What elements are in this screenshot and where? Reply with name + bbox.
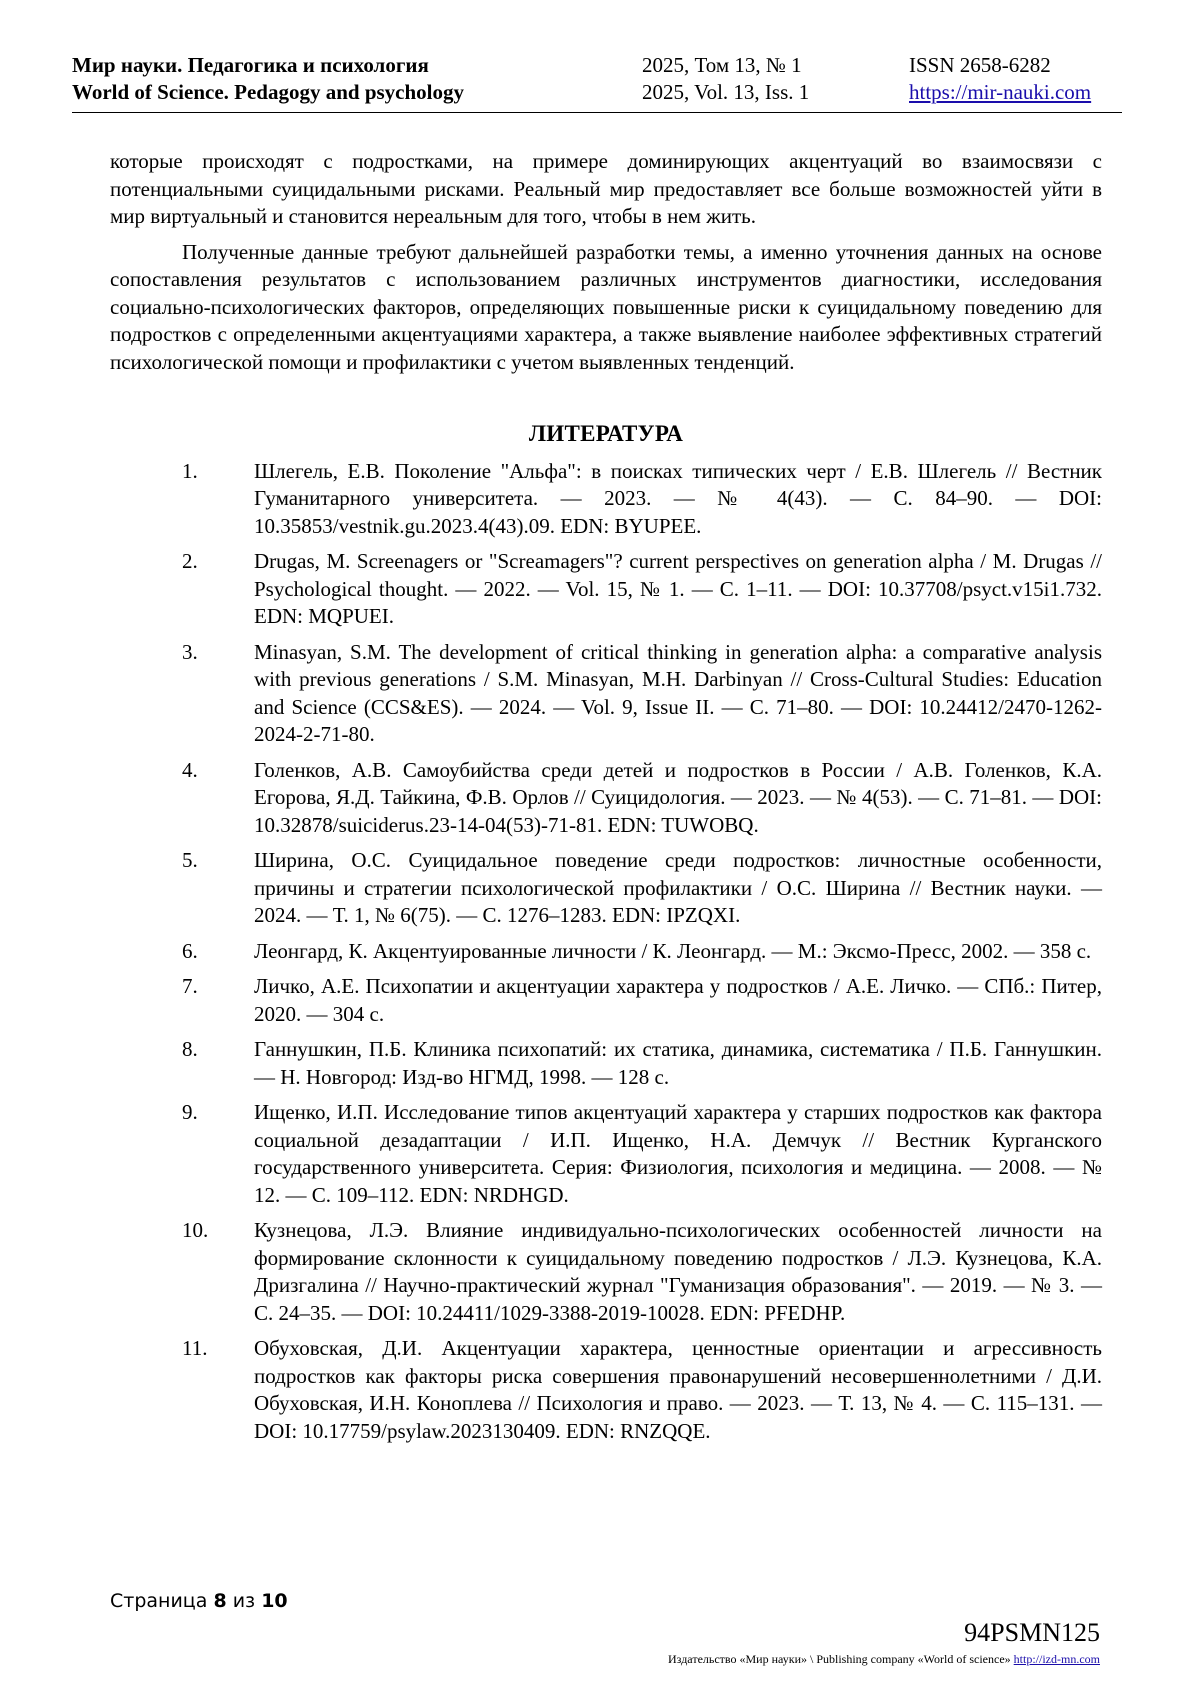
- reference-number: 2.: [182, 549, 198, 573]
- reference-item: [110, 458, 1102, 541]
- reference-text: Голенков, А.В. Самоубийства среди детей и подростков в России / А.В. Голенков, К.А. Егорова, Я.Д. Тайкина, Ф.В. Орлов // Суицидология. — 2023. — № 4(53). — С. 71–81. — DOI: 10.32878/suiciderus.23-14-04(53)-71-81. EDN: TUWOBQ.: [254, 757, 1102, 837]
- reference-number: 10.: [182, 1218, 209, 1242]
- reference-number: 4.: [182, 757, 198, 782]
- publisher-line: [668, 1652, 1100, 1667]
- reference-item: [110, 973, 1102, 1028]
- reference-item: [110, 757, 1102, 840]
- page-current: 8: [213, 1590, 227, 1612]
- reference-item: [110, 1036, 1102, 1091]
- page-header: [72, 52, 1122, 113]
- reference-item: [110, 847, 1102, 930]
- literature-heading: ЛИТЕРАТУРА: [528, 421, 684, 446]
- reference-text: Ганнушкин, П.Б. Клиника психопатий: их статика, динамика, систематика / П.Б. Ганнушкин. — Н. Новгород: Изд-во НГМД, 1998. — 128 с.: [254, 1037, 1102, 1089]
- issn: ISSN 2658-6282: [909, 53, 1051, 77]
- journal-title-ru: Мир науки. Педагогика и психология: [72, 53, 429, 77]
- page-number: Страница 8 из 10: [110, 1590, 288, 1612]
- body-paragraph-1: которые происходят с подростками, на примере доминирующих акцентуаций во взаимосвязи с потенциальными суицидальными рисками. Реальный мир предоставляет все больше возможностей уйти в мир виртуальный и становится нереальным для того, чтобы в нем жить.: [110, 149, 1102, 228]
- reference-text: Обуховская, Д.И. Акцентуации характера, ценностные ориентации и агрессивность подростков как факторы риска совершения правонарушений несовершеннолетними / Д.И. Обуховская, И.Н. Коноплева // Психология и право. — 2023. — Т. 13, № 4. — С. 115–131. — DOI: 10.17759/psylaw.2023130409. EDN: RNZQQE.: [254, 1336, 1102, 1443]
- reference-text: Drugas, M. Screenagers or "Screamagers"? current perspectives on generation alpha / M. Drugas // Psychological thought. — 2022. — Vol. 15, № 1. — С. 1–11. — DOI: 10.37708/psyct.v15i1.732. EDN: MQPUEI.: [254, 549, 1102, 628]
- page-content: [110, 148, 1102, 1453]
- reference-text: Ширина, О.С. Суицидальное поведение среди подростков: личностные особенности, причины и стратегии психологической профилактики / О.С. Ширина // Вестник науки. — 2024. — Т. 1, № 6(75). — С. 1276–1283. EDN: IPZQXI.: [254, 848, 1102, 927]
- reference-number: 6.: [182, 938, 198, 963]
- journal-link[interactable]: https://mir-nauki.com: [909, 80, 1092, 104]
- reference-item: [110, 938, 1102, 966]
- issue-ru: 2025, Том 13, № 1: [642, 53, 802, 77]
- journal-title-en: World of Science. Pedagogy and psychology: [72, 80, 465, 104]
- reference-number: 11.: [182, 1336, 208, 1360]
- header-row-en: [72, 79, 1122, 106]
- reference-item: [110, 548, 1102, 631]
- reference-text: Ищенко, И.П. Исследование типов акцентуаций характера у старших подростков как фактора социальной дезадаптации / И.П. Ищенко, Н.А. Демчук // Вестник Курганского государственного университета. Серия: Физиология, психология и медицина. — 2008. — № 12. — С. 109–112. EDN: NRDHGD.: [254, 1100, 1102, 1207]
- header-row-ru: [72, 52, 1122, 79]
- article-code: 94PSMN125: [964, 1618, 1100, 1647]
- issue-en: 2025, Vol. 13, Iss. 1: [642, 80, 810, 104]
- reference-number: 9.: [182, 1100, 198, 1124]
- publisher-link[interactable]: http://izd-mn.com: [1013, 1652, 1100, 1666]
- reference-list: [110, 458, 1102, 1446]
- reference-number: 7.: [182, 974, 198, 998]
- reference-item: [110, 1335, 1102, 1445]
- reference-item: [110, 1217, 1102, 1327]
- publisher-name: Издательство «Мир науки» \ Publishing company «World of science»: [668, 1652, 1011, 1666]
- reference-number: 5.: [182, 848, 198, 872]
- reference-text: Личко, А.Е. Психопатии и акцентуации характера у подростков / А.Е. Личко. — СПб.: Питер, 2020. — 304 с.: [254, 974, 1102, 1026]
- reference-number: 3.: [182, 639, 198, 664]
- reference-text: Леонгард, К. Акцентуированные личности / К. Леонгард. — М.: Эксмо-Пресс, 2002. — 358 с.: [254, 938, 1092, 963]
- reference-item: [110, 639, 1102, 749]
- reference-text: Кузнецова, Л.Э. Влияние индивидуально-психологических особенностей личности на формирование склонности к суицидальному поведению подростков / Л.Э. Кузнецова, К.А. Дризгалина // Научно-практический журнал "Гуманизация образования". — 2019. — № 3. — С. 24–35. — DOI: 10.24411/1029-3388-2019-10028. EDN: PFEDHP.: [254, 1218, 1102, 1325]
- reference-item: [110, 1099, 1102, 1209]
- page-total: 10: [261, 1590, 288, 1612]
- reference-number: 1.: [182, 458, 198, 483]
- reference-text: Minasyan, S.M. The development of critical thinking in generation alpha: a comparative analysis with previous generations / S.M. Minasyan, M.H. Darbinyan // Cross-Cultural Studies: Education and Science (CCS&ES). — 2024. — Vol. 9, Issue II. — С. 71–80. — DOI: 10.24412/2470-1262-2024-2-71-80.: [254, 639, 1102, 746]
- reference-number: 8.: [182, 1037, 198, 1061]
- reference-text: Шлегель, Е.В. Поколение "Альфа": в поисках типических черт / Е.В. Шлегель // Вестник Гуманитарного университета. — 2023. — № 4(43). — С. 84–90. — DOI: 10.35853/vestnik.gu.2023.4(43).09. EDN: BYUPEE.: [254, 458, 1102, 538]
- body-paragraph-2: Полученные данные требуют дальнейшей разработки темы, а именно уточнения данных на основе сопоставления результатов с использованием различных инструментов диагностики, исследования социально-психологических факторов, определяющих повышенные риски к суицидальному поведению для подростков с определенными акцентуациями характера, а также выявление наиболее эффективных стратегий психологической помощи и профилактики с учетом выявленных тенденций.: [110, 239, 1102, 374]
